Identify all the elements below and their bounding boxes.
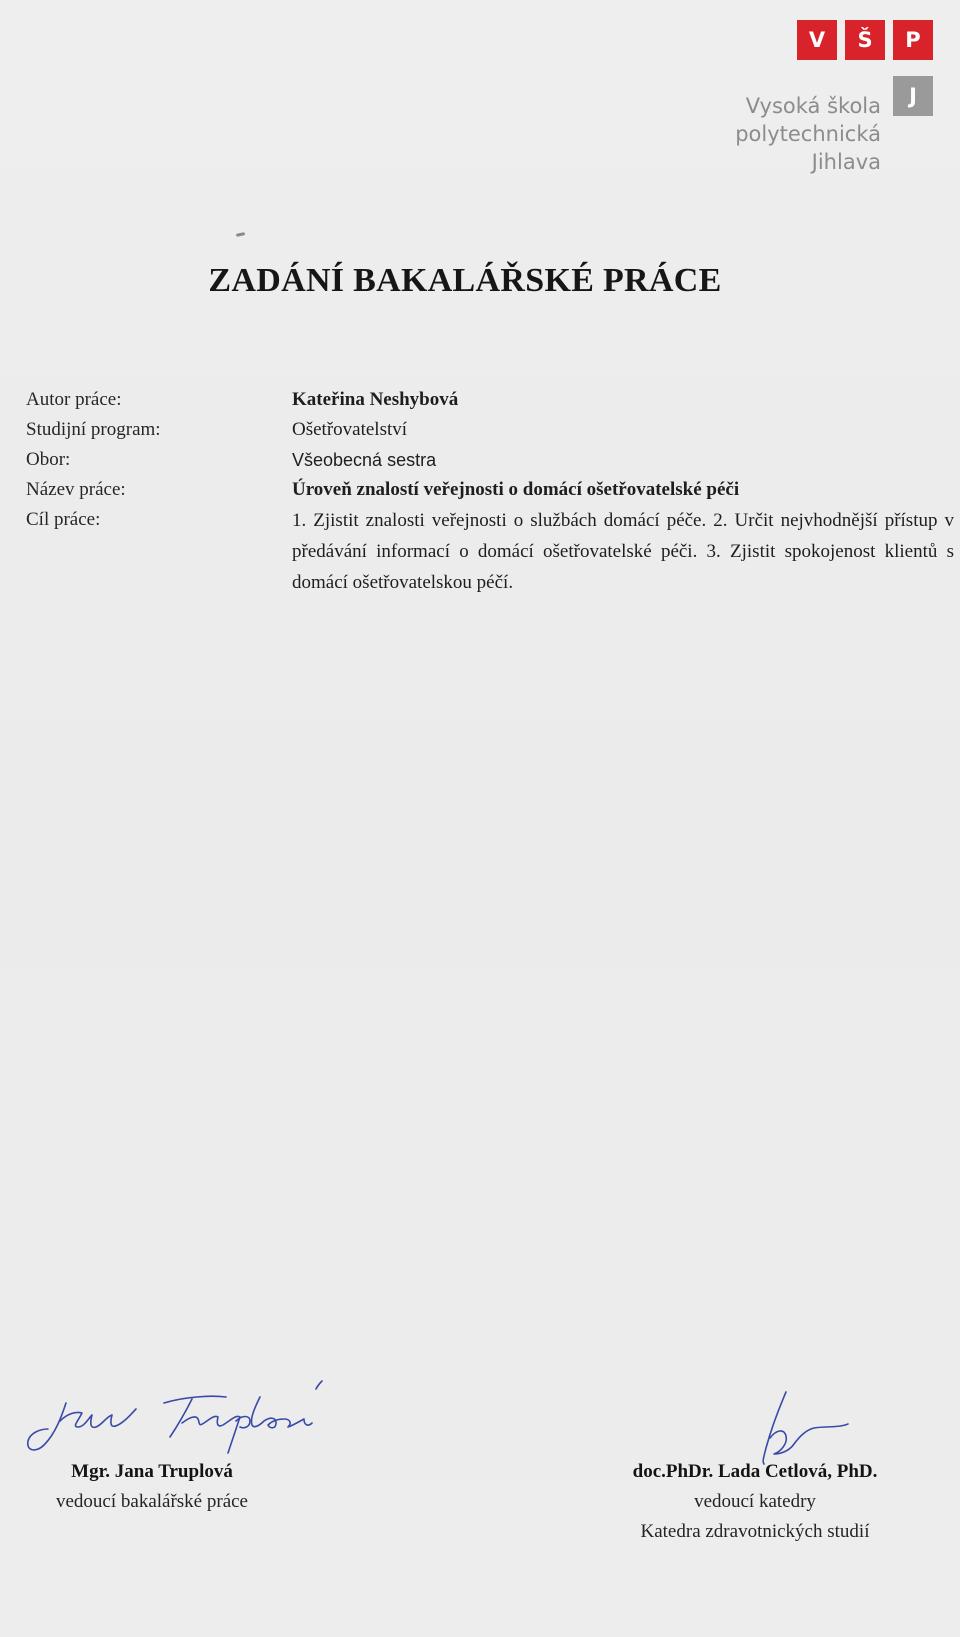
logo-tile-p: P — [893, 20, 933, 60]
school-name-line-2: polytechnická — [735, 122, 881, 146]
thesis-fields — [26, 385, 960, 598]
goal-label: Cíl práce: — [26, 509, 101, 530]
author-value: Kateřina Neshybová — [292, 389, 459, 410]
supervisor-signature — [14, 1375, 344, 1465]
head-role: vedoucí katedry — [694, 1491, 816, 1512]
field-value: Všeobecná sestra — [292, 450, 437, 470]
head-block — [570, 1457, 940, 1547]
program-label: Studijní program: — [26, 419, 161, 440]
head-name: doc.PhDr. Lada Cetlová, PhD. — [632, 1461, 878, 1482]
field-row-thesis-title — [26, 475, 960, 505]
page-title: ZADÁNÍ BAKALÁŘSKÉ PRÁCE — [208, 262, 722, 299]
thesis-title-label: Název práce: — [26, 479, 126, 500]
supervisor-name: Mgr. Jana Truplová — [71, 1461, 233, 1482]
field-row-goal — [26, 505, 960, 598]
thesis-title-value: Úroveň znalostí veřejnosti o domácí ošetřovatelské péči — [292, 479, 740, 500]
head-signature — [730, 1388, 860, 1468]
program-value: Ošetřovatelství — [292, 419, 408, 440]
author-label: Autor práce: — [26, 389, 122, 410]
supervisor-role: vedoucí bakalářské práce — [55, 1491, 248, 1512]
field-row-author — [26, 385, 960, 415]
goal-value: 1. Zjistit znalosti veřejnosti o službách domácí péče. 2. Určit nejvhodnější přístup v předávání informací o domácí ošetřovatelské péči. 3. Zjistit spokojenost klientů s domácí ošetřovatelskou péčí. — [292, 510, 954, 593]
logo-tile-s: Š — [845, 20, 885, 60]
scan-speck — [236, 232, 245, 237]
field-row-program — [26, 415, 960, 445]
school-logo — [700, 20, 950, 200]
school-name-line-3: Jihlava — [811, 150, 881, 174]
logo-tile-j: J — [893, 76, 933, 116]
logo-tile-v: V — [797, 20, 837, 60]
field-row-field — [26, 445, 960, 475]
field-label: Obor: — [26, 449, 71, 470]
head-department: Katedra zdravotnických studií — [640, 1521, 870, 1542]
school-name-line-1: Vysoká škola — [745, 94, 881, 118]
school-name — [735, 92, 881, 176]
supervisor-block — [22, 1457, 282, 1517]
